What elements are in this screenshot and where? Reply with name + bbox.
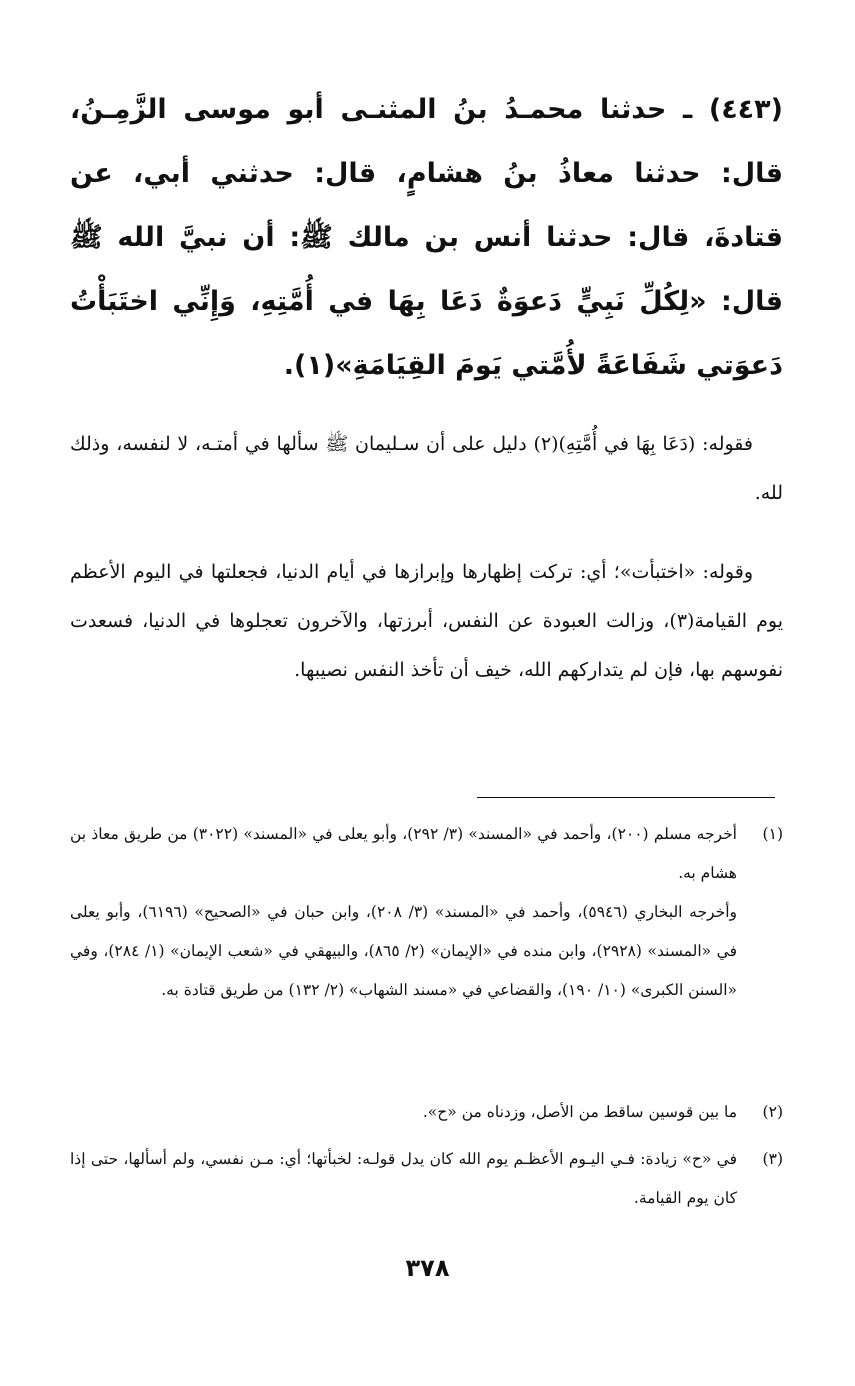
page-number: ٣٧٨ (405, 1254, 450, 1282)
footnote-3 (70, 1140, 783, 1218)
commentary-paragraph-1: فقوله: (دَعَا بِهَا في أُمَّتِهِ)(٢) دليل على أن سـليمان ﷺ سألها في أمتـه، لا لنفسه، وذلك لله. (70, 433, 783, 504)
footnote-text: في «ح» زيادة: فـي اليـوم الأعظـم يوم الله كان يدل قولـه: لخبأتها؛ أي: مـن نفسي، ولم أسألها، حتى إذا كان يوم القيامة. (70, 1150, 737, 1207)
footnote-number: (١) (762, 825, 783, 843)
footnote-text: ما بين قوسين ساقط من الأصل، وزدناه من «ح». (422, 1103, 737, 1121)
footnote-text: وأخرجه البخاري (٥٩٤٦)، وأحمد في «المسند» (٣/ ٢٠٨)، وابن حبان في «الصحيح» (٦١٩٦)، وأبو يعلى في «المسند» (٢٩٢٨)، وابن منده في «الإيمان» (٢/ ٨٦٥)، والبيهقي في «شعب الإيمان» (١/ ٢٨٤)، وفي «السنن الكبرى» (١٠/ ١٩٠)، والقضاعي في «مسند الشهاب» (٢/ ١٣٢) من طريق قتادة به. (70, 903, 738, 999)
footnote-text: أخرجه مسلم (٢٠٠)، وأحمد في «المسند» (٣/ ٢٩٢)، وأبو يعلى في «المسند» (٣٠٢٢) من طريق معاذ بن هشام به. (70, 825, 737, 882)
footnote-number: (٣) (762, 1150, 783, 1168)
hadith-text: (٤٤٣) ـ حدثنا محمـدُ بنُ المثنـى أبو موسى الزَّمِـنُ، قال: حدثنا معاذُ بنُ هشامٍ، قال: حدثني أبي، عن قتادةَ، قال: حدثنا أنس بن مالك ﷺ: أن نبيَّ الله ﷺ قال: «لِكُلِّ نَبِيٍّ دَعوَةٌ دَعَا بِهَا في أُمَّتِهِ، وَإِنِّي اختَبَأْتُ دَعوَتي شَفَاعَةً لأُمَّتي يَومَ القِيَامَةِ»(١). (70, 94, 783, 381)
footnote-2 (70, 1093, 783, 1132)
commentary-paragraph-2: وقوله: «اختبأت»؛ أي: تركت إظهارها وإبرازها في أيام الدنيا، فجعلتها في اليوم الأعظم يوم القيامة(٣)، وزالت العبودة عن النفس، أبرزتها، والآخرون تعجلوها في الدنيا، فسعدت نفوسهم بها، فإن لم يتداركهم الله، خيف أن تأخذ النفس نصيبها. (70, 561, 783, 681)
footnote-number: (٢) (762, 1103, 783, 1121)
footnote-1 (70, 815, 783, 1010)
footnote-separator (477, 797, 775, 798)
